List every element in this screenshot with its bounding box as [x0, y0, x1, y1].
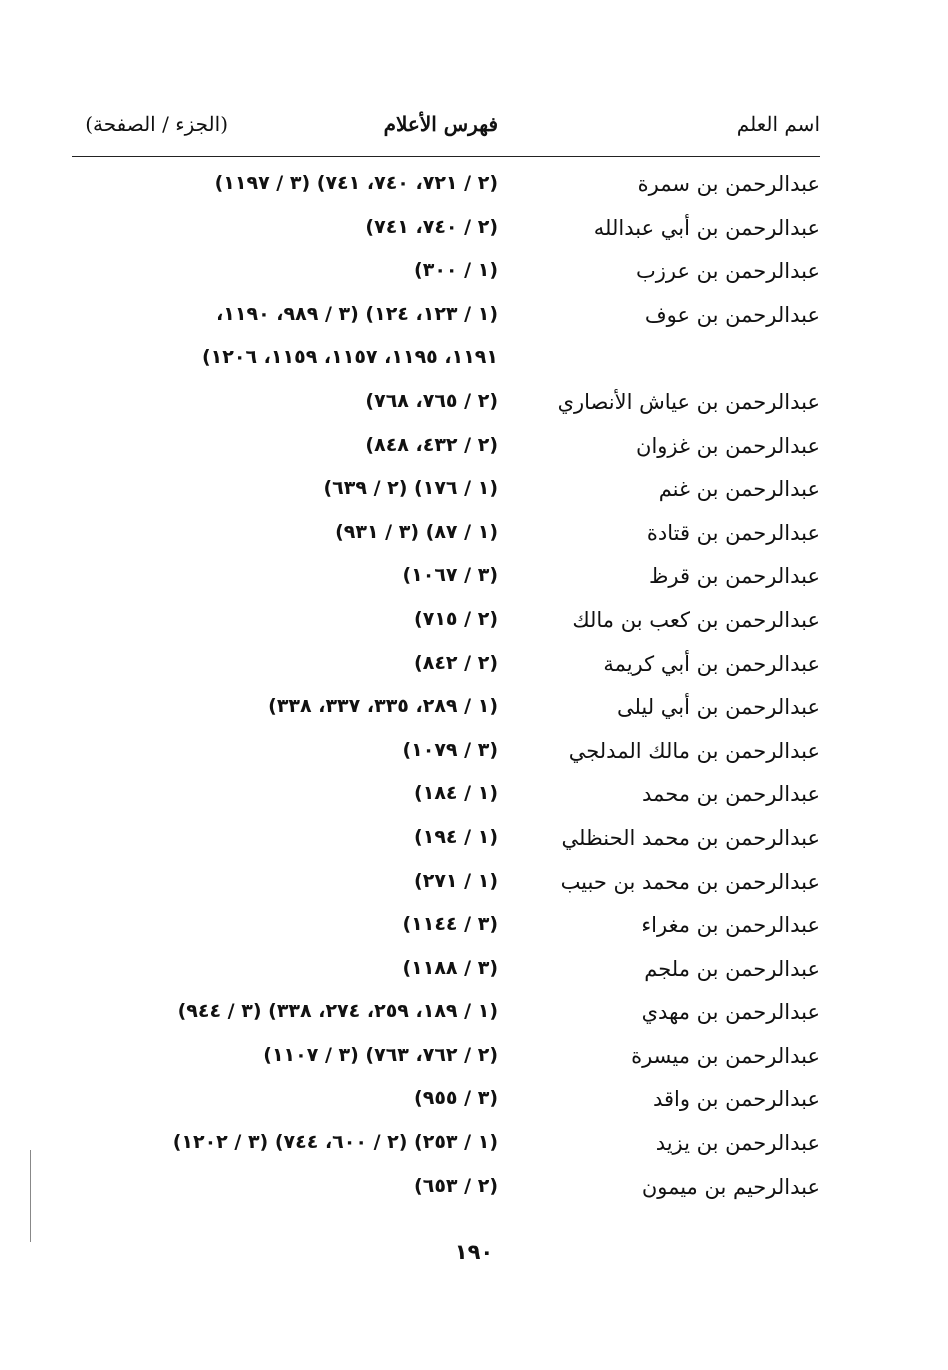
- entry-references: (١ / ٢٧١): [414, 869, 498, 892]
- page-number: ١٩٠: [454, 1240, 494, 1264]
- entry-references: (٢ / ٧٤٠، ٧٤١): [365, 215, 498, 238]
- entry-name: عبدالرحمن بن محمد بن حبيب: [560, 869, 820, 894]
- name-column-heading: اسم العلم: [736, 112, 820, 136]
- index-entry: [72, 1081, 820, 1125]
- index-entry: [72, 471, 820, 515]
- index-entry: [72, 646, 820, 690]
- entry-name: عبدالرحمن بن قتادة: [646, 520, 820, 545]
- entry-name: عبدالرحمن بن كعب بن مالك: [572, 607, 820, 632]
- entry-references: (٢ / ٧١٥): [414, 607, 498, 630]
- index-header: [72, 112, 820, 148]
- entry-references: (١ / ١٨٤): [414, 782, 498, 805]
- entry-references: (٢ / ٦٥٣): [414, 1174, 498, 1197]
- index-entry: [72, 515, 820, 559]
- entry-references: (٣ / ١١٨٨): [402, 956, 498, 979]
- index-entry: [72, 864, 820, 908]
- index-entry: [72, 253, 820, 297]
- entry-name: عبدالرحمن بن عوف: [644, 302, 820, 327]
- entry-name: عبدالرحمن بن أبي كريمة: [603, 651, 820, 676]
- entry-name: عبدالرحمن بن ميسرة: [631, 1043, 820, 1068]
- entry-references: (١ / ٣٠٠): [414, 259, 498, 282]
- header-divider: [72, 156, 820, 157]
- entry-name: عبدالرحمن بن مالك المدلجي: [568, 738, 820, 763]
- entry-references: (٢ / ٧٦٥، ٧٦٨): [365, 389, 498, 412]
- entry-references: (١ / ٢٨٩، ٣٣٥، ٣٣٧، ٣٣٨): [268, 695, 498, 718]
- entry-references: (٣ / ١١٤٤): [402, 913, 498, 936]
- entry-name: عبدالرحمن بن غزوان: [636, 433, 820, 458]
- entry-name: عبدالرحمن بن واقد: [652, 1087, 820, 1112]
- index-entry: [72, 994, 820, 1038]
- index-entry: [72, 820, 820, 864]
- entry-references: ١١٩١، ١١٩٥، ١١٥٧، ١١٥٩، ١٢٠٦): [201, 346, 498, 369]
- entry-references: (٢ / ٤٣٢، ٨٤٨): [365, 433, 498, 456]
- entry-name: عبدالرحمن بن عرزب: [635, 259, 820, 284]
- reference-column-heading: (الجزء / الصفحة): [85, 112, 228, 136]
- entry-references: (١ / ١٩٤): [414, 825, 498, 848]
- entry-references: (٣ / ٩٥٥): [414, 1087, 498, 1110]
- entry-references: (١ / ١٧٦) (٢ / ٦٣٩): [323, 477, 498, 500]
- entry-name: عبدالرحمن بن أبي عبدالله: [593, 215, 820, 240]
- entry-name: عبدالرحمن بن عياش الأنصاري: [557, 389, 820, 414]
- index-entry: [72, 689, 820, 733]
- entry-name: عبدالرحيم بن ميمون: [641, 1174, 820, 1199]
- index-title: فهرس الأعلام: [383, 112, 498, 136]
- entry-name: عبدالرحمن بن مهدي: [641, 1000, 820, 1025]
- entry-references: (٢ / ٧٦٢، ٧٦٣) (٣ / ١١٠٧): [263, 1043, 498, 1066]
- entry-name: عبدالرحمن بن أبي ليلى: [616, 695, 820, 720]
- index-entry: [72, 428, 820, 472]
- entry-references: (٣ / ١٠٧٩): [402, 738, 498, 761]
- entry-name: عبدالرحمن بن محمد: [642, 782, 820, 807]
- entry-name: عبدالرحمن بن ملجم: [644, 956, 820, 981]
- index-entry: [72, 602, 820, 646]
- index-entry: [72, 558, 820, 602]
- index-entry: [72, 166, 820, 210]
- entry-name: عبدالرحمن بن قرظ: [648, 564, 820, 589]
- entry-name: عبدالرحمن بن مغراء: [641, 913, 820, 938]
- index-entry: [72, 776, 820, 820]
- index-entry: [72, 907, 820, 951]
- index-entry: [72, 384, 820, 428]
- index-entries-list: [72, 166, 820, 1212]
- entry-references: (٢ / ٨٤٢): [414, 651, 498, 674]
- entry-references: (١ / ٢٥٣) (٢ / ٦٠٠، ٧٤٤) (٣ / ١٢٠٢): [172, 1131, 498, 1154]
- index-entry-continuation: [72, 340, 820, 384]
- index-entry: [72, 1125, 820, 1169]
- entry-references: (٣ / ١٠٦٧): [402, 564, 498, 587]
- index-entry: [72, 951, 820, 995]
- index-entry: [72, 1038, 820, 1082]
- entry-name: عبدالرحمن بن يزيد: [655, 1131, 820, 1156]
- index-entry: [72, 297, 820, 341]
- entry-name: عبدالرحمن بن غنم: [658, 477, 820, 502]
- index-entry: [72, 733, 820, 777]
- margin-line: [30, 1150, 31, 1242]
- entry-name: عبدالرحمن بن سمرة: [637, 172, 820, 196]
- entry-name: عبدالرحمن بن محمد الحنظلي: [561, 825, 820, 850]
- entry-references: (١ / ١٢٣، ١٢٤) (٣ / ٩٨٩، ١١٩٠،: [216, 302, 498, 325]
- index-entry: [72, 1169, 820, 1213]
- entry-references: (٢ / ٧٢١، ٧٤٠، ٧٤١) (٣ / ١١٩٧): [214, 172, 498, 194]
- entry-references: (١ / ٨٧) (٣ / ٩٣١): [335, 520, 498, 543]
- entry-references: (١ / ١٨٩، ٢٥٩، ٢٧٤، ٣٣٨) (٣ / ٩٤٤): [177, 1000, 498, 1023]
- index-entry: [72, 210, 820, 254]
